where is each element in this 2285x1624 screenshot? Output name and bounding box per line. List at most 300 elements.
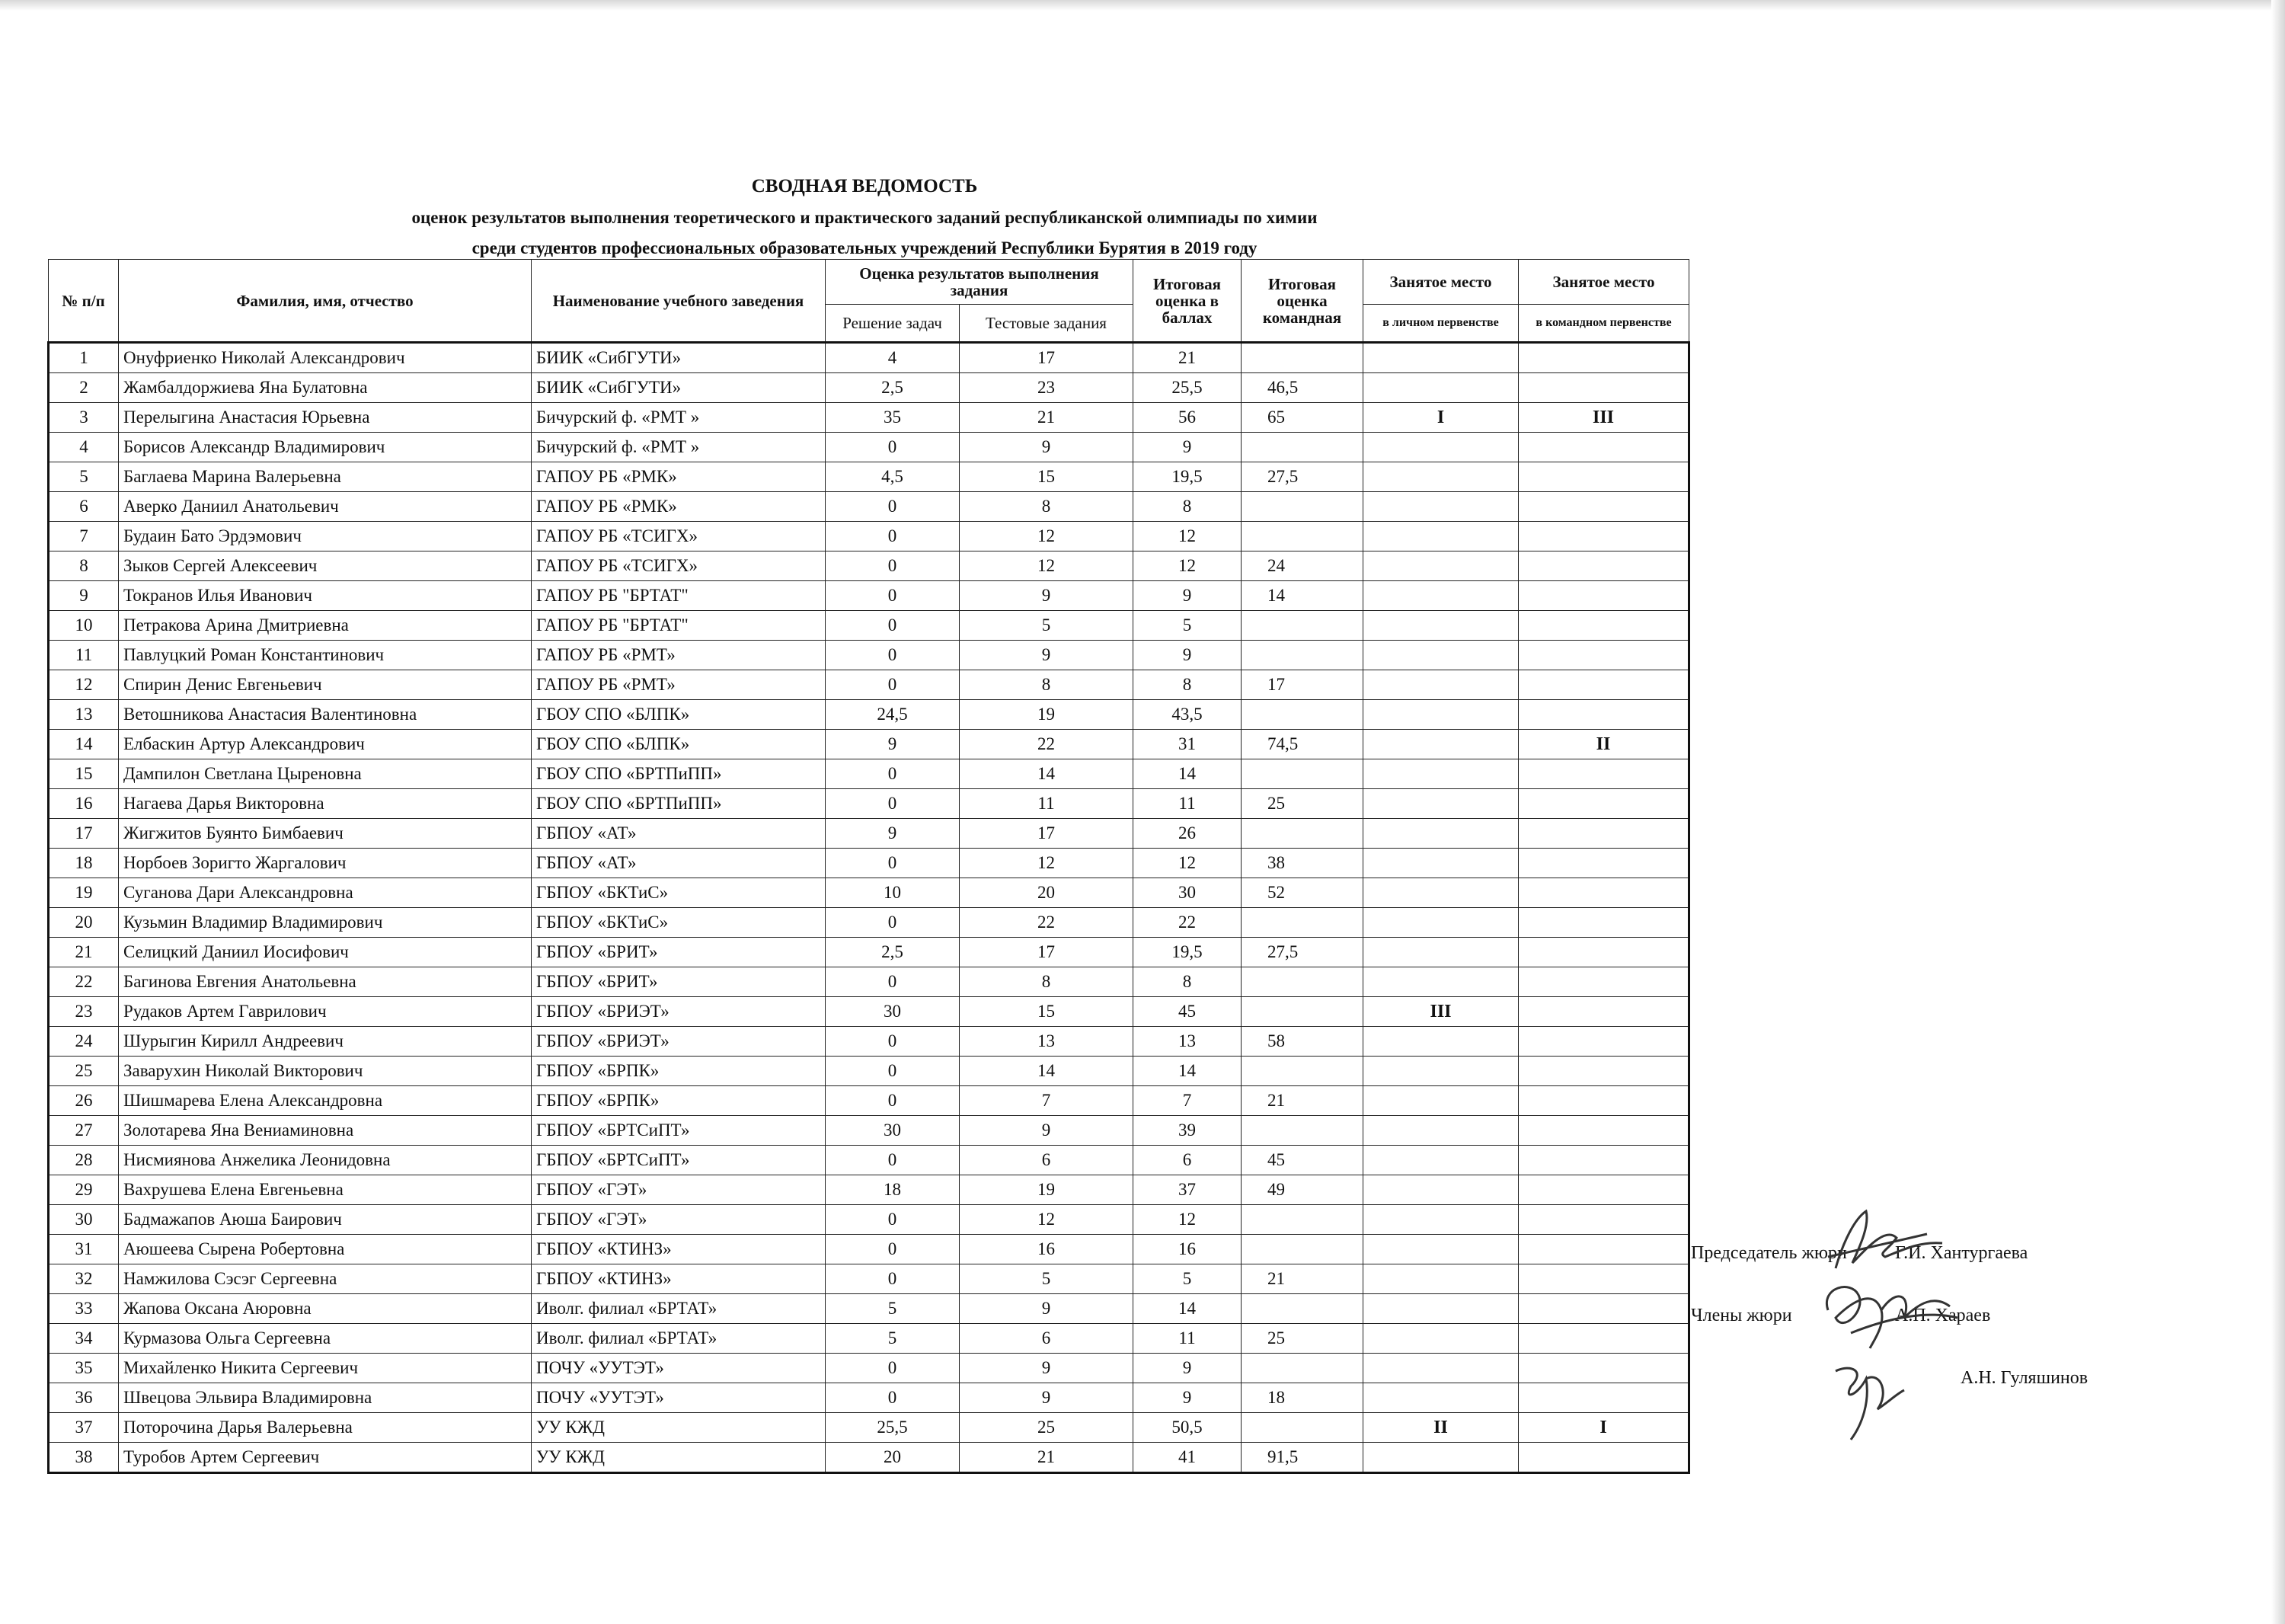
cell-problems: 9: [826, 730, 960, 759]
cell-total: 37: [1133, 1175, 1242, 1205]
cell-institution: БИИК «СибГУТИ»: [532, 343, 826, 373]
cell-tests: 8: [960, 670, 1133, 700]
cell-institution: ГБПОУ «АТ»: [532, 819, 826, 849]
table-row: [49, 492, 1689, 522]
cell-tests: 9: [960, 1354, 1133, 1383]
cell-team-place: [1519, 1324, 1689, 1354]
cell-problems: 25,5: [826, 1413, 960, 1443]
cell-personal-place: [1363, 343, 1519, 373]
table-row: [49, 403, 1689, 433]
cell-problems: 0: [826, 849, 960, 878]
cell-personal-place: [1363, 492, 1519, 522]
cell-team-place: [1519, 1235, 1689, 1264]
cell-personal-place: [1363, 878, 1519, 908]
cell-total: 14: [1133, 1294, 1242, 1324]
cell-problems: 18: [826, 1175, 960, 1205]
cell-total: 5: [1133, 1264, 1242, 1294]
cell-total: 21: [1133, 343, 1242, 373]
cell-personal-place: [1363, 967, 1519, 997]
cell-team-place: [1519, 700, 1689, 730]
cell-tests: 21: [960, 1443, 1133, 1473]
cell-institution: ГАПОУ РБ "БРТАТ": [532, 611, 826, 641]
cell-num: 15: [49, 759, 119, 789]
cell-total: 8: [1133, 967, 1242, 997]
table-row: [49, 1294, 1689, 1324]
cell-team-total: 65: [1242, 403, 1363, 433]
cell-total: 19,5: [1133, 462, 1242, 492]
cell-team-place: [1519, 819, 1689, 849]
table-row: [49, 581, 1689, 611]
cell-personal-place: [1363, 1175, 1519, 1205]
table-row: [49, 1205, 1689, 1235]
cell-num: 10: [49, 611, 119, 641]
cell-problems: 2,5: [826, 373, 960, 403]
header-place-personal: Занятое место: [1363, 260, 1519, 305]
cell-num: 27: [49, 1116, 119, 1146]
cell-institution: ГБПОУ «ГЭТ»: [532, 1175, 826, 1205]
cell-num: 1: [49, 343, 119, 373]
cell-tests: 25: [960, 1413, 1133, 1443]
cell-total: 9: [1133, 581, 1242, 611]
cell-team-total: 27,5: [1242, 462, 1363, 492]
table-row: [49, 819, 1689, 849]
cell-tests: 14: [960, 759, 1133, 789]
cell-problems: 0: [826, 522, 960, 551]
cell-team-place: [1519, 759, 1689, 789]
cell-team-place: [1519, 1086, 1689, 1116]
header-name: Фамилия, имя, отчество: [119, 260, 532, 343]
cell-problems: 30: [826, 997, 960, 1027]
header-team: в командном первенстве: [1519, 305, 1689, 343]
cell-problems: 24,5: [826, 700, 960, 730]
cell-personal-place: [1363, 522, 1519, 551]
cell-name: Жапова Оксана Аюровна: [119, 1294, 532, 1324]
cell-tests: 22: [960, 908, 1133, 938]
cell-team-place: [1519, 967, 1689, 997]
cell-problems: 0: [826, 433, 960, 462]
cell-institution: ГБПОУ «БРПК»: [532, 1086, 826, 1116]
cell-institution: ГБПОУ «БРТСиПТ»: [532, 1146, 826, 1175]
cell-tests: 6: [960, 1146, 1133, 1175]
table-row: [49, 522, 1689, 551]
cell-total: 7: [1133, 1086, 1242, 1116]
cell-total: 56: [1133, 403, 1242, 433]
cell-num: 34: [49, 1324, 119, 1354]
cell-name: Курмазова Ольга Сергеевна: [119, 1324, 532, 1354]
cell-institution: УУ КЖД: [532, 1443, 826, 1473]
cell-name: Вахрушева Елена Евгеньевна: [119, 1175, 532, 1205]
cell-team-place: [1519, 1205, 1689, 1235]
cell-total: 6: [1133, 1146, 1242, 1175]
cell-problems: 0: [826, 492, 960, 522]
cell-institution: ГБПОУ «БРИТ»: [532, 938, 826, 967]
cell-institution: ГАПОУ РБ «ТСИГХ»: [532, 551, 826, 581]
cell-institution: Бичурский ф. «РМТ »: [532, 403, 826, 433]
cell-tests: 20: [960, 878, 1133, 908]
cell-num: 29: [49, 1175, 119, 1205]
cell-team-place: [1519, 611, 1689, 641]
cell-team-total: 21: [1242, 1086, 1363, 1116]
cell-name: Селицкий Даниил Иосифович: [119, 938, 532, 967]
cell-total: 14: [1133, 759, 1242, 789]
cell-name: Шишмарева Елена Александровна: [119, 1086, 532, 1116]
cell-team-place: [1519, 551, 1689, 581]
cell-team-place: [1519, 1027, 1689, 1057]
cell-institution: ГБПОУ «БКТиС»: [532, 908, 826, 938]
cell-tests: 9: [960, 641, 1133, 670]
cell-name: Рудаков Артем Гаврилович: [119, 997, 532, 1027]
member-2-signature: [1805, 1348, 1927, 1447]
cell-institution: БИИК «СибГУТИ»: [532, 373, 826, 403]
cell-problems: 0: [826, 908, 960, 938]
table-row: [49, 789, 1689, 819]
cell-num: 17: [49, 819, 119, 849]
cell-team-total: 91,5: [1242, 1443, 1363, 1473]
cell-name: Жигжитов Буянто Бимбаевич: [119, 819, 532, 849]
cell-team-total: [1242, 433, 1363, 462]
table-row: [49, 462, 1689, 492]
cell-name: Нисмиянова Анжелика Леонидовна: [119, 1146, 532, 1175]
cell-problems: 9: [826, 819, 960, 849]
cell-num: 13: [49, 700, 119, 730]
header-problems: Решение задач: [826, 305, 960, 343]
cell-total: 12: [1133, 551, 1242, 581]
cell-num: 16: [49, 789, 119, 819]
cell-problems: 30: [826, 1116, 960, 1146]
cell-name: Нагаева Дарья Викторовна: [119, 789, 532, 819]
cell-tests: 12: [960, 551, 1133, 581]
cell-team-total: [1242, 1205, 1363, 1235]
table-row: [49, 700, 1689, 730]
scan-edge-top: [0, 0, 2285, 11]
header-place-team: Занятое место: [1519, 260, 1689, 305]
cell-problems: 0: [826, 967, 960, 997]
cell-num: 19: [49, 878, 119, 908]
cell-num: 18: [49, 849, 119, 878]
cell-team-total: [1242, 343, 1363, 373]
cell-total: 9: [1133, 433, 1242, 462]
cell-team-total: 49: [1242, 1175, 1363, 1205]
cell-institution: ГАПОУ РБ «РМТ»: [532, 670, 826, 700]
cell-institution: ГБПОУ «БРИЭТ»: [532, 1027, 826, 1057]
cell-institution: ГБПОУ «БРТСиПТ»: [532, 1116, 826, 1146]
table-row: [49, 1443, 1689, 1473]
cell-personal-place: [1363, 462, 1519, 492]
table-row: [49, 1383, 1689, 1413]
cell-institution: Иволг. филиал «БРТАТ»: [532, 1324, 826, 1354]
cell-name: Будаин Бато Эрдэмович: [119, 522, 532, 551]
cell-name: Заварухин Николай Викторович: [119, 1057, 532, 1086]
cell-name: Онуфриенко Николай Александрович: [119, 343, 532, 373]
cell-name: Кузьмин Владимир Владимирович: [119, 908, 532, 938]
cell-team-place: [1519, 1057, 1689, 1086]
cell-problems: 5: [826, 1294, 960, 1324]
cell-institution: ПОЧУ «УУТЭТ»: [532, 1354, 826, 1383]
cell-personal-place: [1363, 1383, 1519, 1413]
cell-team-place: [1519, 522, 1689, 551]
cell-total: 39: [1133, 1116, 1242, 1146]
cell-tests: 7: [960, 1086, 1133, 1116]
cell-tests: 17: [960, 938, 1133, 967]
cell-problems: 0: [826, 789, 960, 819]
cell-tests: 23: [960, 373, 1133, 403]
cell-num: 22: [49, 967, 119, 997]
cell-problems: 0: [826, 670, 960, 700]
cell-personal-place: [1363, 1086, 1519, 1116]
chair-label: Председатель жюри: [1691, 1243, 1847, 1263]
cell-institution: ГБПОУ «БРПК»: [532, 1057, 826, 1086]
cell-team-place: [1519, 1264, 1689, 1294]
cell-num: 37: [49, 1413, 119, 1443]
cell-num: 4: [49, 433, 119, 462]
cell-team-place: [1519, 878, 1689, 908]
cell-personal-place: II: [1363, 1413, 1519, 1443]
title-line-3: среди студентов профессиональных образовательных учреждений Республики Бурятия в 2019 году: [471, 238, 1258, 257]
cell-tests: 9: [960, 1116, 1133, 1146]
cell-personal-place: [1363, 1354, 1519, 1383]
document-title: [0, 171, 1729, 264]
cell-team-total: 25: [1242, 1324, 1363, 1354]
table-row: [49, 878, 1689, 908]
cell-total: 11: [1133, 789, 1242, 819]
cell-total: 9: [1133, 1354, 1242, 1383]
cell-personal-place: I: [1363, 403, 1519, 433]
cell-team-total: [1242, 819, 1363, 849]
table-row: [49, 938, 1689, 967]
cell-total: 9: [1133, 1383, 1242, 1413]
member-1-name: А.П. Хараев: [1895, 1306, 1991, 1325]
cell-personal-place: [1363, 1057, 1519, 1086]
header-tests: Тестовые задания: [960, 305, 1133, 343]
table-body: [49, 343, 1689, 1473]
cell-team-place: [1519, 997, 1689, 1027]
cell-total: 13: [1133, 1027, 1242, 1057]
cell-num: 35: [49, 1354, 119, 1383]
cell-name: Елбаскин Артур Александрович: [119, 730, 532, 759]
cell-team-total: 58: [1242, 1027, 1363, 1057]
cell-team-place: I: [1519, 1413, 1689, 1443]
header-institution: Наименование учебного заведения: [532, 260, 826, 343]
header-team-total: Итоговая оценка командная: [1242, 260, 1363, 343]
cell-name: Норбоев Зоригто Жаргалович: [119, 849, 532, 878]
cell-total: 12: [1133, 849, 1242, 878]
cell-name: Багинова Евгения Анатольевна: [119, 967, 532, 997]
cell-personal-place: [1363, 1443, 1519, 1473]
cell-team-place: [1519, 1116, 1689, 1146]
cell-problems: 0: [826, 611, 960, 641]
cell-institution: ГБПОУ «АТ»: [532, 849, 826, 878]
cell-problems: 0: [826, 1146, 960, 1175]
table-row: [49, 997, 1689, 1027]
cell-team-place: [1519, 908, 1689, 938]
cell-personal-place: [1363, 1205, 1519, 1235]
cell-num: 25: [49, 1057, 119, 1086]
cell-tests: 21: [960, 403, 1133, 433]
cell-personal-place: [1363, 1264, 1519, 1294]
cell-personal-place: [1363, 1116, 1519, 1146]
cell-total: 41: [1133, 1443, 1242, 1473]
cell-num: 30: [49, 1205, 119, 1235]
cell-num: 24: [49, 1027, 119, 1057]
cell-personal-place: [1363, 641, 1519, 670]
cell-name: Зыков Сергей Алексеевич: [119, 551, 532, 581]
cell-personal-place: [1363, 581, 1519, 611]
cell-team-total: 18: [1242, 1383, 1363, 1413]
cell-tests: 17: [960, 819, 1133, 849]
cell-personal-place: III: [1363, 997, 1519, 1027]
cell-num: 26: [49, 1086, 119, 1116]
cell-name: Ветошникова Анастасия Валентиновна: [119, 700, 532, 730]
cell-team-total: 24: [1242, 551, 1363, 581]
cell-num: 32: [49, 1264, 119, 1294]
cell-institution: ГБОУ СПО «БЛПК»: [532, 700, 826, 730]
table-row: [49, 641, 1689, 670]
cell-institution: ГБПОУ «БКТиС»: [532, 878, 826, 908]
table-row: [49, 1235, 1689, 1264]
cell-problems: 0: [826, 581, 960, 611]
table-row: [49, 1413, 1689, 1443]
cell-personal-place: [1363, 1235, 1519, 1264]
cell-problems: 5: [826, 1324, 960, 1354]
cell-total: 50,5: [1133, 1413, 1242, 1443]
cell-team-total: 52: [1242, 878, 1363, 908]
cell-personal-place: [1363, 819, 1519, 849]
cell-personal-place: [1363, 551, 1519, 581]
cell-name: Павлуцкий Роман Константинович: [119, 641, 532, 670]
cell-num: 31: [49, 1235, 119, 1264]
cell-num: 11: [49, 641, 119, 670]
cell-team-total: [1242, 908, 1363, 938]
cell-total: 43,5: [1133, 700, 1242, 730]
cell-problems: 10: [826, 878, 960, 908]
cell-institution: ГАПОУ РБ «РМК»: [532, 492, 826, 522]
cell-tests: 13: [960, 1027, 1133, 1057]
cell-name: Дампилон Светлана Цыреновна: [119, 759, 532, 789]
cell-problems: 2,5: [826, 938, 960, 967]
cell-tests: 12: [960, 522, 1133, 551]
table-row: [49, 1324, 1689, 1354]
table-row: [49, 1354, 1689, 1383]
table-row: [49, 908, 1689, 938]
cell-institution: УУ КЖД: [532, 1413, 826, 1443]
cell-num: 20: [49, 908, 119, 938]
chair-name: Г.И. Хантургаева: [1895, 1243, 2028, 1263]
cell-name: Жамбалдоржиева Яна Булатовна: [119, 373, 532, 403]
cell-num: 7: [49, 522, 119, 551]
cell-institution: ГБОУ СПО «БРТПиПП»: [532, 789, 826, 819]
cell-tests: 12: [960, 1205, 1133, 1235]
cell-tests: 5: [960, 1264, 1133, 1294]
cell-num: 14: [49, 730, 119, 759]
cell-tests: 9: [960, 1294, 1133, 1324]
table-row: [49, 1146, 1689, 1175]
cell-num: 9: [49, 581, 119, 611]
cell-total: 5: [1133, 611, 1242, 641]
cell-team-place: II: [1519, 730, 1689, 759]
cell-institution: ГБПОУ «КТИНЗ»: [532, 1264, 826, 1294]
table-row: [49, 373, 1689, 403]
cell-team-total: [1242, 1116, 1363, 1146]
cell-total: 14: [1133, 1057, 1242, 1086]
cell-num: 23: [49, 997, 119, 1027]
cell-team-total: [1242, 1057, 1363, 1086]
cell-tests: 19: [960, 1175, 1133, 1205]
cell-name: Петракова Арина Дмитриевна: [119, 611, 532, 641]
cell-name: Спирин Денис Евгеньевич: [119, 670, 532, 700]
cell-personal-place: [1363, 1027, 1519, 1057]
cell-tests: 5: [960, 611, 1133, 641]
cell-num: 8: [49, 551, 119, 581]
cell-total: 19,5: [1133, 938, 1242, 967]
cell-team-total: [1242, 1354, 1363, 1383]
cell-institution: Бичурский ф. «РМТ »: [532, 433, 826, 462]
table-row: [49, 1175, 1689, 1205]
cell-institution: ГБПОУ «БРИТ»: [532, 967, 826, 997]
cell-institution: ГБПОУ «КТИНЗ»: [532, 1235, 826, 1264]
cell-tests: 16: [960, 1235, 1133, 1264]
cell-total: 25,5: [1133, 373, 1242, 403]
cell-tests: 19: [960, 700, 1133, 730]
cell-team-place: [1519, 789, 1689, 819]
cell-team-place: [1519, 670, 1689, 700]
cell-total: 8: [1133, 670, 1242, 700]
cell-name: Швецова Эльвира Владимировна: [119, 1383, 532, 1413]
cell-team-total: [1242, 1235, 1363, 1264]
cell-team-total: 25: [1242, 789, 1363, 819]
cell-num: 12: [49, 670, 119, 700]
cell-num: 38: [49, 1443, 119, 1473]
cell-team-place: [1519, 1443, 1689, 1473]
cell-tests: 15: [960, 997, 1133, 1027]
table-row: [49, 730, 1689, 759]
cell-team-place: [1519, 1383, 1689, 1413]
header-evaluation: Оценка результатов выполнения задания: [826, 260, 1133, 305]
cell-tests: 9: [960, 433, 1133, 462]
cell-institution: ГБОУ СПО «БРТПиПП»: [532, 759, 826, 789]
cell-num: 5: [49, 462, 119, 492]
table-row: [49, 1264, 1689, 1294]
cell-team-place: [1519, 343, 1689, 373]
header-total: Итоговая оценка в баллах: [1133, 260, 1242, 343]
cell-problems: 20: [826, 1443, 960, 1473]
cell-num: 21: [49, 938, 119, 967]
cell-team-place: [1519, 373, 1689, 403]
cell-team-total: 17: [1242, 670, 1363, 700]
cell-institution: ГБПОУ «БРИЭТ»: [532, 997, 826, 1027]
cell-institution: ГАПОУ РБ «РМК»: [532, 462, 826, 492]
cell-total: 12: [1133, 522, 1242, 551]
cell-institution: ГБОУ СПО «БЛПК»: [532, 730, 826, 759]
cell-name: Аюшеева Сырена Робертовна: [119, 1235, 532, 1264]
cell-problems: 0: [826, 1354, 960, 1383]
cell-team-total: 27,5: [1242, 938, 1363, 967]
cell-personal-place: [1363, 759, 1519, 789]
cell-tests: 8: [960, 492, 1133, 522]
table-row: [49, 670, 1689, 700]
cell-personal-place: [1363, 789, 1519, 819]
header-personal: в личном первенстве: [1363, 305, 1519, 343]
cell-team-total: [1242, 1294, 1363, 1324]
cell-team-total: 45: [1242, 1146, 1363, 1175]
cell-name: Поторочина Дарья Валерьевна: [119, 1413, 532, 1443]
cell-team-total: [1242, 759, 1363, 789]
cell-team-total: 46,5: [1242, 373, 1363, 403]
cell-total: 11: [1133, 1324, 1242, 1354]
table-row: [49, 433, 1689, 462]
cell-name: Баглаева Марина Валерьевна: [119, 462, 532, 492]
cell-problems: 0: [826, 641, 960, 670]
cell-team-place: [1519, 581, 1689, 611]
